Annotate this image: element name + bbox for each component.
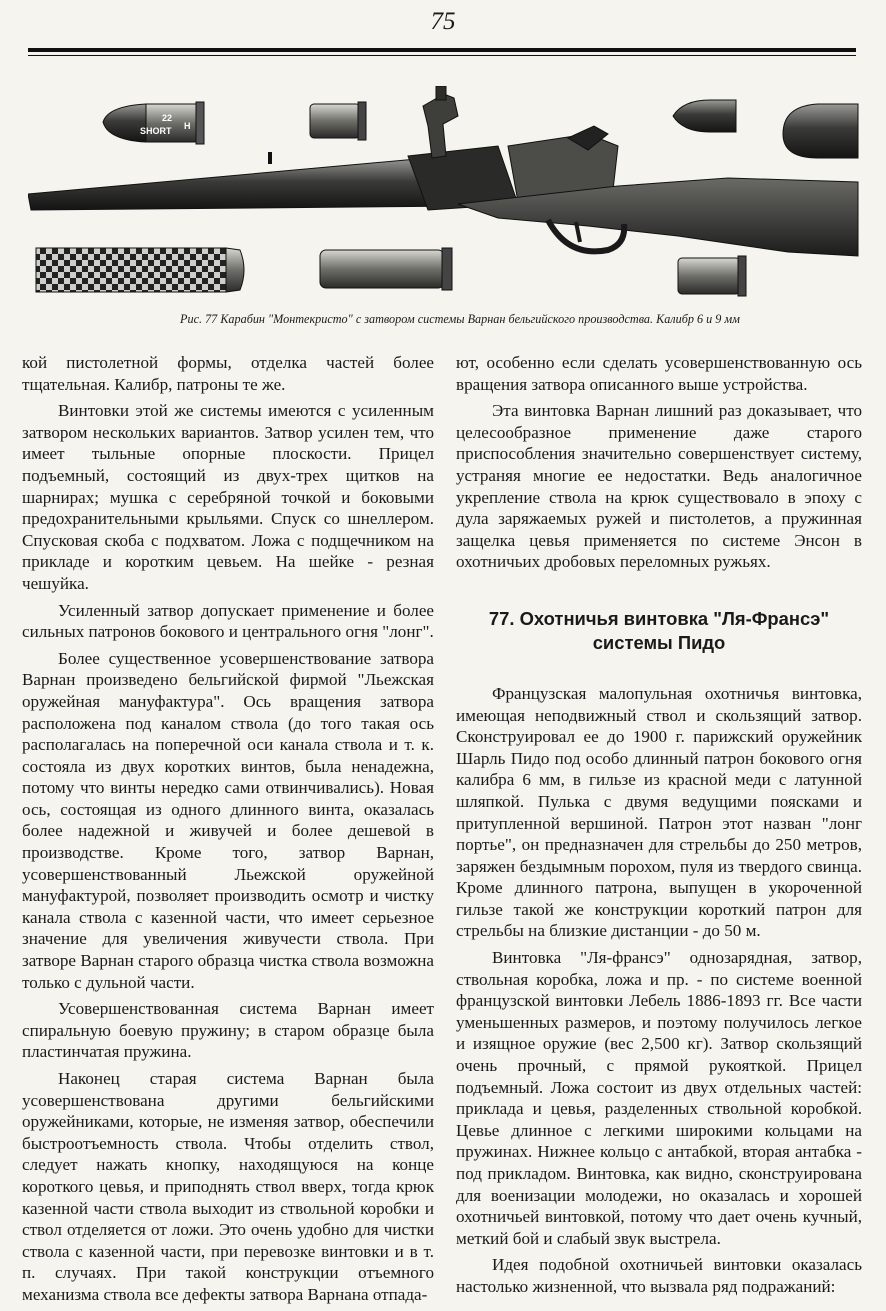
cartridge-long-checkered — [36, 248, 244, 292]
paragraph: Более существенное усовершенствование затвора Варнан произведено бельгийской фирмой "Льежская оружейная мануфактура". Ось вращения затвора расположена под каналом ствола (до того такая ось располагалась на поперечной оси канала ствола и т. к. состояла из двух коротких винтов, была ненадежна, потому что винты нередко сами отвинчивались). Новая ось, состоящая из одного длинного винта, оказалась более надежной и живучей и более дешевой в производстве. Кроме того, затвор Варнан, усовершенствованный Льежской оружейной мануфактурой, позволяет производить осмотр и чистку канала ствола с казенной части, что имеет серьезное значение для увеличения живучести ствола. При затворе Варнан старого образца чистка ствола возможна только с дульной части. — [22, 648, 434, 992]
header-rule — [28, 48, 856, 56]
figure-carbine — [28, 86, 868, 306]
cartridge-small-case — [678, 256, 746, 296]
carbine-illustration — [28, 86, 868, 306]
paragraph: Винтовки этой же системы имеются с усиленным затвором нескольких вариантов. Затвор усилен тем, что имеет тыльные опорные плоскости. Прицел подъемный, состоящий из двух-трех щитков на шарнирах; мушка с серебряной точкой и боковыми предохранительными крыльями. Спуск со шнеллером. Спусковая скоба с подхватом. Ложа с подщечником на прикладе и коротким цевьем. На шейке - резная чешуйка. — [22, 401, 434, 593]
section-heading-line: системы Пидо — [592, 631, 726, 653]
pointed-bullet — [673, 100, 736, 132]
cartridge-headstamp-label: H — [184, 121, 191, 131]
paragraph: Французская малопульная охотничья винтовка, имеющая неподвижный ствол и скользящий затвор. Сконструировал ее до 1900 г. парижский оружейник Шарль Пидо под особо длинный патрон бокового огня калибра 6 мм, в гильзе из красной меди с латунной шляпкой. Пулька с двумя ведущими поясками и притупленной вершиной. Патрон этот назван "лонг портье", он предназначен для стрельбы до 250 метров, заряжен бездымным порохом, пуля из твердого свинца. Кроме длинного патрона, выпущен в укороченной гильзе такой же конструкции короткий патрон для стрельбы на близкие дистанции - до 50 м. — [456, 683, 862, 941]
page-number: 75 — [430, 8, 456, 35]
paragraph: ют, особенно если сделать усовершенствованную ось вращения затвора описанного выше устройства. — [456, 353, 862, 394]
paragraph: Винтовка "Ля-франсэ" однозарядная, затвор, ствольная коробка, ложа и пр. - по системе военной французской винтовки Лебель 1886-1893 гг. Все части уменьшенных размеров, и поэтому получилось легкое и изящное оружие (вес 2,500 кг). Затвор скользящий очень прочный, с прямой рукояткой. Прицел подъемный. Ложа состоит из двух отдельных частей: приклада и цевья, разделенных ствольной коробкой. Цевье длинное с легкими широкими кольцами на пружинах. Нижнее кольцо с антабкой, вторая антабка - под прикладом. Винтовка, как видно, сконструирована для военизации молодежи, но оказалась и хорошей охотничьей винтовкой, потому что дает очень кучный, меткий бой и слабый звук выстрела. — [456, 948, 862, 1248]
right-column — [456, 352, 862, 1303]
paragraph: Усиленный затвор допускает применение и более сильных патронов бокового и центрального огня "лонг". — [22, 600, 434, 642]
paragraph: Наконец старая система Варнан была усовершенствована другими бельгийскими оружейниками, которые, не изменяя затвор, обеспечили быстроотъемность ствола. Чтобы отделить ствол, следует нажать кнопку, находящуюся на конце короткого цевья, и приподнять ствол вверх, тогда крюк казенной части ствола выходит из ствольной коробки и ствол отделяется от ложи. Это очень удобно для чистки ствола с казенной части, при перевозке винтовки и в т. п. случаях. При такой конструкции отъемного механизма ствола все дефекты затвора Варнана отпада- — [22, 1069, 434, 1304]
cartridge-22-short — [103, 102, 204, 144]
cartridge-caliber-label: 22 — [162, 113, 173, 123]
paragraph: Усовершенствованная система Варнан имеет спиральную боевую пружину; в старом образце была пластинчатая пружина. — [22, 999, 434, 1062]
paragraph: Идея подобной охотничьей винтовки оказалась настолько жизненной, что вызвала ряд подражаний: — [456, 1255, 862, 1296]
cartridge-short-case — [310, 102, 366, 140]
paragraph: кой пистолетной формы, отделка частей более тщательная. Калибр, патроны те же. — [22, 353, 434, 394]
paragraph: Эта винтовка Варнан лишний раз доказывает, что целесообразное применение даже старого приспособления значительно совершенствует систему, устраняя многие ее недостатки. Ведь аналогичное укрепление ствола на крюк существовало в эпоху с дула заряжаемых ружей и пистолетов, а пружинная защелка цевья применяется по системе Энсон в охотничьих дробовых переломных ружьях. — [456, 401, 862, 572]
section-heading-line: 77. Охотничья винтовка "Ля-Франсэ" — [488, 607, 830, 629]
cartridge-long-plain — [320, 248, 452, 290]
round-bullet — [783, 104, 858, 158]
figure-caption: Рис. 77 Карабин "Монтекристо" с затвором системы Варнан бельгийского производства. Калибр 6 и 9 мм — [180, 312, 740, 326]
left-column — [22, 352, 434, 1311]
section-heading — [456, 607, 862, 655]
cartridge-short-label: SHORT — [140, 126, 172, 136]
